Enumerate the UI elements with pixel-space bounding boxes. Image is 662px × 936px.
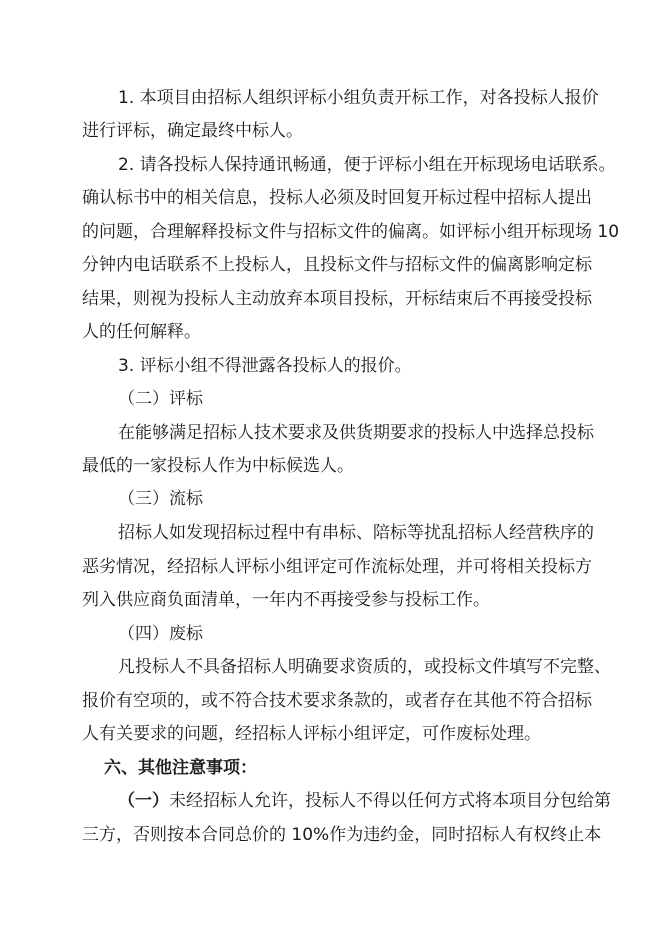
paragraph-line: 的问题，合理解释投标文件与招标文件的偏离。如评标小组开标现场 10 — [82, 222, 620, 242]
paragraph-line: 确认标书中的相关信息，投标人必须及时回复开标过程中招标人提出 — [82, 188, 592, 208]
chapter-heading: 六、其他注意事项： — [104, 758, 257, 778]
paragraph-line: 3. 评标小组不得泄露各投标人的报价。 — [118, 356, 412, 376]
paragraph-line: 列入供应商负面清单，一年内不再接受参与投标工作。 — [82, 590, 490, 610]
paragraph-line: 2. 请各投标人保持通讯畅通，便于评标小组在开标现场电话联系。 — [118, 155, 616, 175]
paragraph-line: 结果，则视为投标人主动放弃本项目投标，开标结束后不再接受投标 — [82, 289, 592, 309]
paragraph-line: 最低的一家投标人作为中标候选人。 — [82, 456, 354, 476]
section-heading: （四）废标 — [118, 624, 203, 644]
paragraph-line: 1. 本项目由招标人组织评标小组负责开标工作，对各投标人报价 — [118, 88, 599, 108]
paragraph-line: 进行评标，确定最终中标人。 — [82, 121, 303, 141]
section-heading: （三）流标 — [118, 489, 203, 509]
paragraph-line: 恶劣情况，经招标人评标小组评定可作流标处理，并可将相关投标方 — [82, 557, 592, 577]
section-heading: （二）评标 — [118, 389, 203, 409]
clause-text: 未经招标人允许，投标人不得以任何方式将本项目分包给第 — [169, 791, 611, 811]
paragraph-line: 人的任何解释。 — [82, 322, 201, 342]
paragraph-line: 凡投标人不具备招标人明确要求资质的，或投标文件填写不完整、 — [118, 657, 611, 677]
paragraph-line: 报价有空项的，或不符合技术要求条款的，或者存在其他不符合招标 — [82, 691, 592, 711]
paragraph-line: 招标人如发现招标过程中有串标、陪标等扰乱招标人经营秩序的 — [118, 523, 594, 543]
paragraph-line: 人有关要求的问题，经招标人评标小组评定，可作废标处理。 — [82, 724, 541, 744]
paragraph-line: 三方，否则按本合同总价的 10%作为违约金，同时招标人有权终止本 — [82, 825, 602, 845]
paragraph-line: 分钟内电话联系不上投标人，且投标文件与招标文件的偏离影响定标 — [82, 255, 592, 275]
paragraph-line — [118, 784, 611, 818]
clause-number: （一） — [118, 791, 169, 811]
paragraph-line: 在能够满足招标人技术要求及供货期要求的投标人中选择总投标 — [118, 423, 594, 443]
